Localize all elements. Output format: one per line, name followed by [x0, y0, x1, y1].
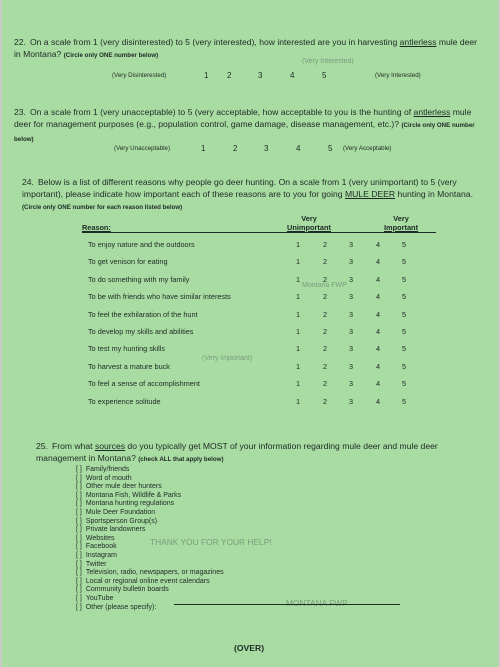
reason-rating-option[interactable]: 3	[348, 257, 354, 266]
reason-rating-option[interactable]: 4	[375, 292, 381, 301]
reason-label: To get venison for eating	[88, 257, 168, 266]
column-header-left-bottom: Unimportant	[287, 223, 331, 232]
source-option[interactable]	[76, 475, 132, 482]
question-25-instruction: (check ALL that apply below)	[138, 456, 224, 463]
source-option[interactable]	[76, 518, 157, 525]
checkbox-bracket[interactable]: [ ]	[76, 578, 82, 585]
scale-23-low-label: (Very Unacceptable)	[114, 145, 171, 152]
scale-23-option-3[interactable]: 3	[264, 144, 269, 153]
checkbox-bracket[interactable]: [ ]	[76, 543, 82, 550]
source-option-label: Instagram	[85, 552, 117, 559]
checkbox-bracket[interactable]: [ ]	[76, 500, 82, 507]
scale-22-option-3[interactable]: 3	[258, 71, 263, 80]
source-option-label: Word of mouth	[85, 475, 132, 482]
reason-rating-option[interactable]: 1	[295, 344, 301, 353]
source-option-label: Twitter	[85, 561, 107, 568]
showthrough-mirrored-2: Montana FWP	[302, 282, 347, 289]
survey-page	[2, 0, 498, 667]
scale-22-high-label: (Very Interested)	[375, 72, 421, 79]
reason-rating-option[interactable]: 2	[322, 379, 328, 388]
reason-rating-option[interactable]: 5	[401, 275, 407, 284]
reason-rating-option[interactable]: 3	[348, 344, 354, 353]
source-option[interactable]	[76, 483, 162, 490]
reason-rating-option[interactable]: 1	[295, 275, 301, 284]
source-option[interactable]	[76, 586, 169, 593]
question-25	[36, 440, 486, 466]
reason-rating-option[interactable]: 5	[401, 397, 407, 406]
checkbox-bracket[interactable]: [ ]	[76, 586, 82, 593]
source-option-label: Sportsperson Group(s)	[85, 518, 158, 525]
reason-rating-option[interactable]: 3	[348, 379, 354, 388]
question-24-instruction: (Circle only ONE number for each reason listed below)	[22, 204, 183, 211]
source-option[interactable]	[76, 492, 181, 499]
source-option[interactable]	[76, 569, 224, 576]
reason-rating-option[interactable]: 3	[348, 310, 354, 319]
source-option-label: Websites	[85, 535, 115, 542]
source-option-label: Television, radio, newspapers, or magazines	[85, 569, 224, 576]
reason-rating-option[interactable]: 4	[375, 310, 381, 319]
source-option-label: Community bulletin boards	[85, 586, 169, 593]
checkbox-bracket[interactable]: [ ]	[76, 569, 82, 576]
question-22-scale	[2, 72, 498, 84]
question-24-text-start: Below is a list of different reasons why people go deer hunting. On a scale from 1 (very unimportant) to 5 (very important), please indicate how important each of these reasons are to you for going	[22, 177, 457, 199]
scale-22-option-5[interactable]: 5	[322, 71, 327, 80]
scale-22-low-label: (Very Disinterested)	[112, 72, 167, 79]
reason-header-rule	[82, 232, 436, 233]
source-option-label: Montana hunting regulations	[85, 500, 175, 507]
question-22-text-end: mule deer in Montana?	[14, 37, 478, 59]
reason-rating-option[interactable]: 1	[295, 327, 301, 336]
scale-22-option-1[interactable]: 1	[204, 71, 209, 80]
checkbox-bracket[interactable]: [ ]	[76, 509, 82, 516]
reason-label: To develop my skills and abilities	[88, 327, 194, 336]
source-option-label: Montana Fish, Wildlife & Parks	[85, 492, 182, 499]
column-header-right-bottom: Important	[383, 223, 419, 232]
reason-label: To do something with my family	[88, 275, 190, 284]
checkbox-bracket[interactable]: [ ]	[76, 518, 82, 525]
question-23-scale	[2, 145, 498, 157]
reason-rating-option[interactable]: 2	[322, 310, 328, 319]
scale-23-option-1[interactable]: 1	[201, 144, 206, 153]
reason-column-header: Reason:	[82, 223, 111, 232]
source-option-label: Family/friends	[85, 466, 130, 473]
reason-rating-option[interactable]: 1	[295, 310, 301, 319]
reason-rating-option[interactable]: 4	[375, 397, 381, 406]
reason-rating-option[interactable]: 2	[322, 240, 328, 249]
reason-rating-option[interactable]: 2	[322, 327, 328, 336]
reason-rating-option[interactable]: 1	[295, 257, 301, 266]
reason-rating-option[interactable]: 4	[375, 362, 381, 371]
question-22-number: 22.	[14, 37, 26, 47]
reason-rating-option[interactable]: 2	[322, 275, 328, 284]
source-option[interactable]	[76, 466, 129, 473]
reason-rating-option[interactable]: 3	[348, 275, 354, 284]
checkbox-bracket[interactable]: [ ]	[76, 552, 82, 559]
source-option-label: Facebook	[85, 543, 117, 550]
question-23-underlined: antlerless	[413, 107, 451, 117]
question-22-text-start: On a scale from 1 (very disinterested) to 5 (very interested), how interested are you in harvesting	[29, 37, 398, 47]
checkbox-bracket[interactable]: [ ]	[76, 604, 82, 611]
reason-rating-option[interactable]: 4	[375, 257, 381, 266]
question-23-number: 23.	[14, 107, 26, 117]
reason-label: To be with friends who have similar interests	[88, 292, 231, 301]
reason-rating-option[interactable]: 5	[401, 379, 407, 388]
reason-rating-option[interactable]: 1	[295, 362, 301, 371]
column-header-left-top: Very	[301, 214, 317, 223]
reason-rating-option[interactable]: 4	[375, 327, 381, 336]
checkbox-bracket[interactable]: [ ]	[76, 492, 82, 499]
reason-rating-option[interactable]: 5	[401, 327, 407, 336]
checkbox-bracket[interactable]: [ ]	[76, 526, 82, 533]
column-header-very-important	[366, 214, 436, 232]
source-option[interactable]	[76, 535, 115, 542]
source-option[interactable]	[76, 604, 156, 611]
question-25-text-end: do you typically get MOST of your information regarding mule deer and mule deer management in Montana?	[36, 441, 438, 463]
reason-rating-option[interactable]: 1	[295, 397, 301, 406]
question-25-underlined: sources	[94, 441, 126, 451]
reason-rating-option[interactable]: 1	[295, 379, 301, 388]
over-label: (OVER)	[234, 643, 265, 653]
scale-22-option-4[interactable]: 4	[290, 71, 295, 80]
reason-rating-option[interactable]: 4	[375, 344, 381, 353]
question-23	[14, 106, 490, 146]
question-22	[14, 36, 484, 62]
reason-rating-option[interactable]: 5	[401, 292, 407, 301]
reason-rating-option[interactable]: 3	[348, 240, 354, 249]
reason-rating-option[interactable]: 2	[322, 362, 328, 371]
checkbox-bracket[interactable]: [ ]	[76, 483, 82, 490]
reason-rating-option[interactable]: 3	[348, 292, 354, 301]
reason-label: To feel a sense of accomplishment	[88, 379, 200, 388]
reason-rating-option[interactable]: 2	[322, 257, 328, 266]
reason-rating-option[interactable]: 4	[375, 275, 381, 284]
source-option[interactable]	[76, 578, 210, 585]
reason-rating-option[interactable]: 5	[401, 344, 407, 353]
checkbox-bracket[interactable]: [ ]	[76, 475, 82, 482]
question-24-underlined: MULE DEER	[344, 189, 396, 199]
reason-rating-option[interactable]: 2	[322, 344, 328, 353]
question-24-number: 24.	[22, 177, 34, 187]
scale-23-option-5[interactable]: 5	[328, 144, 333, 153]
source-option-label: Other mule deer hunters	[85, 483, 162, 490]
source-option[interactable]	[76, 543, 117, 550]
source-option[interactable]	[76, 561, 106, 568]
question-24-text-end: hunting in Montana.	[397, 189, 473, 199]
column-header-right-top: Very	[393, 214, 409, 223]
reason-rating-option[interactable]: 3	[348, 362, 354, 371]
question-23-instruction: (Circle only ONE number below)	[14, 122, 475, 143]
showthrough-mirrored-4: THANK YOU FOR YOUR HELP!	[150, 537, 272, 547]
question-22-instruction: (Circle only ONE number below)	[63, 52, 159, 59]
source-option[interactable]	[76, 595, 113, 602]
reason-rating-option[interactable]: 5	[401, 240, 407, 249]
reason-label: To experience solitude	[88, 397, 161, 406]
scale-23-high-label: (Very Acceptable)	[343, 145, 392, 152]
source-option[interactable]	[76, 509, 155, 516]
showthrough-mirrored-1: (Very Interested)	[302, 58, 354, 65]
source-option-label: Other (please specify):	[85, 604, 157, 611]
reason-rating-option[interactable]: 3	[348, 397, 354, 406]
question-25-number: 25.	[36, 441, 48, 451]
reason-rating-option[interactable]: 2	[322, 397, 328, 406]
source-option[interactable]	[76, 526, 145, 533]
reason-rating-option[interactable]: 1	[295, 292, 301, 301]
reason-rating-option[interactable]: 2	[322, 292, 328, 301]
reason-rating-option[interactable]: 1	[295, 240, 301, 249]
question-22-underlined: antlerless	[399, 37, 437, 47]
source-option[interactable]	[76, 500, 174, 507]
checkbox-bracket[interactable]: [ ]	[76, 595, 82, 602]
reason-rating-option[interactable]: 4	[375, 379, 381, 388]
reason-rating-option[interactable]: 3	[348, 327, 354, 336]
scale-23-option-2[interactable]: 2	[233, 144, 238, 153]
checkbox-bracket[interactable]: [ ]	[76, 535, 82, 542]
reason-rating-option[interactable]: 5	[401, 257, 407, 266]
source-option-label: YouTube	[85, 595, 114, 602]
source-option[interactable]	[76, 552, 117, 559]
reason-rating-option[interactable]: 4	[375, 240, 381, 249]
source-option-label: Mule Deer Foundation	[85, 509, 156, 516]
scale-22-option-2[interactable]: 2	[227, 71, 232, 80]
source-option-label: Private landowners	[85, 526, 146, 533]
reason-label: To test my hunting skills	[88, 344, 166, 353]
other-specify-line[interactable]	[174, 604, 400, 605]
checkbox-bracket[interactable]: [ ]	[76, 561, 82, 568]
checkbox-bracket[interactable]: [ ]	[76, 466, 82, 473]
question-23-text-end: mule deer for management purposes (e.g., population control, game damage, disease management, etc.)?	[14, 107, 472, 129]
source-option-label: Local or regional online event calendars	[85, 578, 210, 585]
column-header-very-unimportant	[264, 214, 354, 232]
reason-label: To enjoy nature and the outdoors	[88, 240, 195, 249]
reason-rating-option[interactable]: 5	[401, 310, 407, 319]
showthrough-mirrored-5: MONTANA FWP	[286, 598, 348, 608]
scale-23-option-4[interactable]: 4	[296, 144, 301, 153]
question-24	[22, 176, 488, 214]
reason-rating-option[interactable]: 5	[401, 362, 407, 371]
question-25-text-start: From what	[51, 441, 93, 451]
reason-label: To harvest a mature buck	[88, 362, 170, 371]
showthrough-mirrored-3: (Very Important)	[202, 355, 253, 362]
question-23-text-start: On a scale from 1 (very unacceptable) to 5 (very acceptable, how acceptable to you is the hunting of	[29, 107, 412, 117]
reason-label: To feel the exhilaration of the hunt	[88, 310, 198, 319]
